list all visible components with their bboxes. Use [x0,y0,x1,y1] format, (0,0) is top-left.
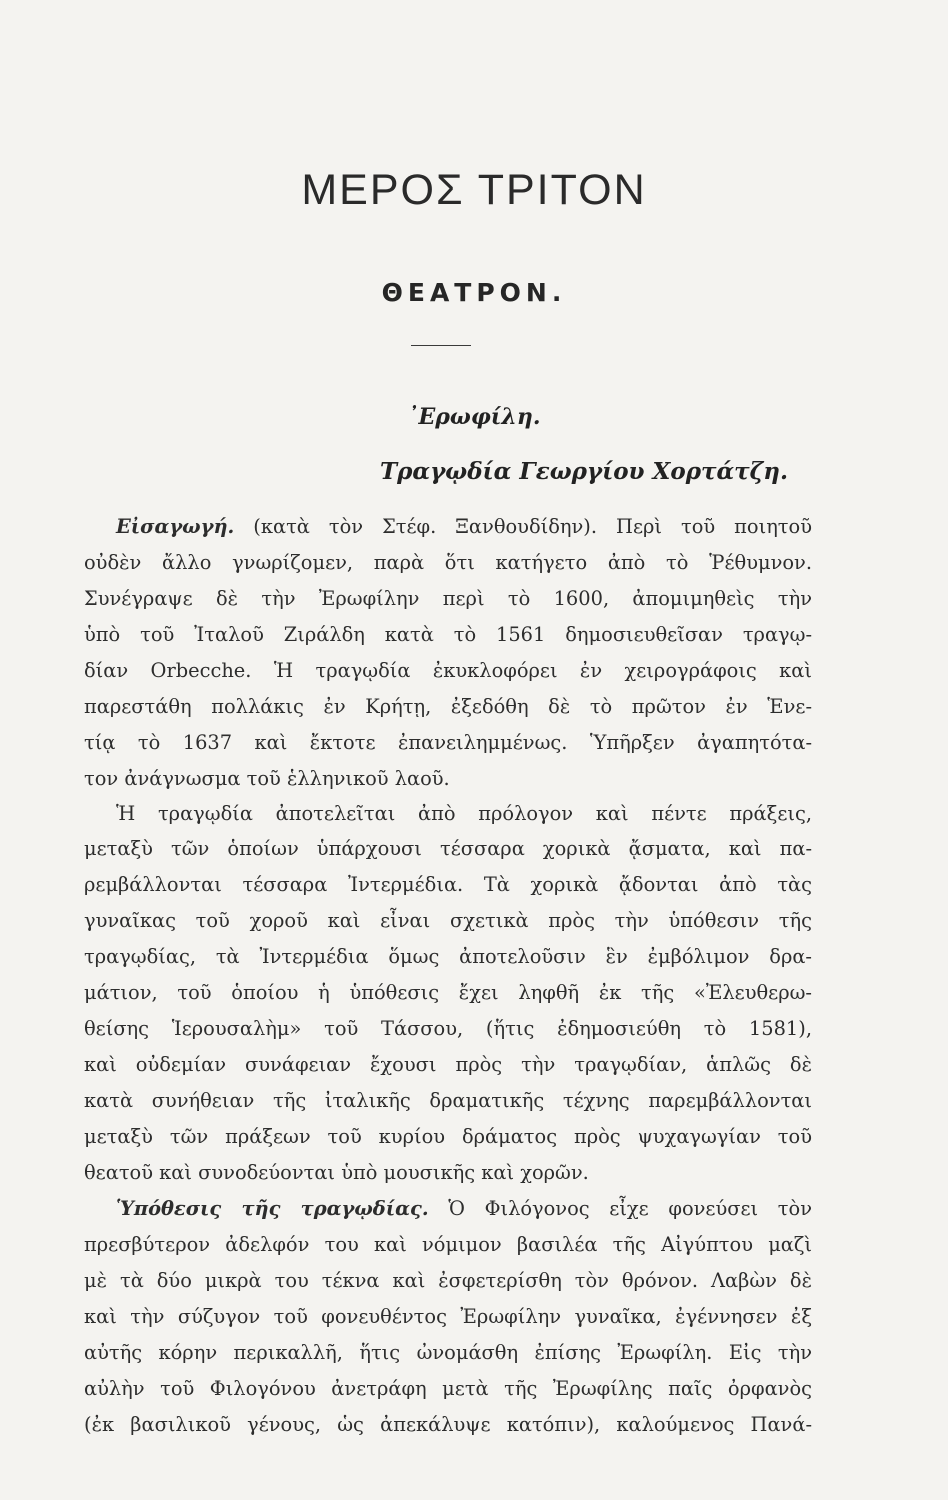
text-line: (ἐκ βασιλικοῦ γένους, ὡς ἀπεκάλυψε κατόπιν), καλούμενος Πανά- [84,1413,812,1436]
text-line: θείσης Ἱερουσαλὴμ» τοῦ Τάσσου, (ἥτις ἐδημοσιεύθη τὸ 1581), [84,1017,812,1040]
text-line: δίαν Orbecche. Ἡ τραγῳδία ἐκυκλοφόρει ἐν χειρογράφοις καὶ [84,659,812,682]
text-line: ὑπὸ τοῦ Ἰταλοῦ Ζιράλδη κατὰ τὸ 1561 δημοσιευθεῖσαν τραγῳ- [84,623,812,646]
paragraph-lead: Εἰσαγωγή. [116,515,235,538]
text-line: μεταξὺ τῶν ὁποίων ὑπάρχουσι τέσσαρα χορικὰ ᾄσματα, καὶ πα- [84,837,812,860]
text-line: ρεμβάλλονται τέσσαρα Ἰντερμέδια. Τὰ χορικὰ ᾄδονται ἀπὸ τὰς [84,873,812,896]
text-line: θεατοῦ καὶ συνοδεύονται ὑπὸ μουσικῆς καὶ χορῶν. [84,1161,589,1184]
text-line: Εἰσαγωγή. (κατὰ τὸν Στέφ. Ξανθουδίδην). Περὶ τοῦ ποιητοῦ [116,515,812,538]
paragraph-lead: Ὑπόθεσις τῆς τραγῳδίας. [116,1197,429,1220]
text-line: αὐλὴν τοῦ Φιλογόνου ἀνετράφη μετὰ τῆς Ἐρωφίλης παῖς ὀρφανὸς [84,1377,812,1400]
text-line: τίᾳ τὸ 1637 καὶ ἔκτοτε ἐπανειλημμένως. Ὑπῆρξεν ἀγαπητότα- [84,731,812,754]
text-line: τραγῳδίας, τὰ Ἰντερμέδια ὅμως ἀποτελοῦσιν ἓν ἐμβόλιμον δρα- [84,945,812,968]
text-line: καὶ οὐδεμίαν συνάφειαν ἔχουσι πρὸς τὴν τραγῳδίαν, ἁπλῶς δὲ [84,1053,812,1076]
work-subtitle: Τραγῳδία Γεωργίου Χορτάτζη. [380,458,788,485]
work-title: ᾿Ερωφίλη. [407,404,541,430]
text-line: παρεστάθη πολλάκις ἐν Κρήτῃ, ἐξεδόθη δὲ τὸ πρῶτον ἐν Ἑνε- [84,695,812,718]
text-line: μὲ τὰ δύο μικρὰ του τέκνα καὶ ἐσφετερίσθη τὸν θρόνον. Λαβὼν δὲ [84,1269,812,1292]
text-line: γυναῖκας τοῦ χοροῦ καὶ εἶναι σχετικὰ πρὸς τὴν ὑπόθεσιν τῆς [84,909,812,932]
text-line: πρεσβύτερον ἀδελφόν του καὶ νόμιμον βασιλέα τῆς Αἰγύπτου μαζὶ [84,1233,812,1256]
text-line: οὐδὲν ἄλλο γνωρίζομεν, παρὰ ὅτι κατήγετο ἀπὸ τὸ Ῥέθυμνον. [84,551,812,574]
text-line: Συνέγραψε δὲ τὴν Ἐρωφίλην περὶ τὸ 1600, ἀπομιμηθεὶς τὴν [84,587,812,610]
section-title: ΘΕΑΤΡΟΝ. [381,278,567,307]
text-line: καὶ τὴν σύζυγον τοῦ φονευθέντος Ἐρωφίλην γυναῖκα, ἐγέννησεν ἐξ [84,1305,812,1328]
text-line: μάτιον, τοῦ ὁποίου ἡ ὑπόθεσις ἔχει ληφθῆ ἐκ τῆς «Ἐλευθερω- [84,981,812,1004]
text-line: τον ἀνάγνωσμα τοῦ ἑλληνικοῦ λαοῦ. [84,767,450,790]
text-line: μεταξὺ τῶν πράξεων τοῦ κυρίου δράματος πρὸς ψυχαγωγίαν τοῦ [84,1125,812,1148]
text-line: κατὰ συνήθειαν τῆς ἰταλικῆς δραματικῆς τέχνης παρεμβάλλονται [84,1089,812,1112]
part-title: ΜΕΡΟΣ ΤΡΙΤΟΝ [301,166,647,214]
text-line: Ὑπόθεσις τῆς τραγῳδίας. Ὁ Φιλόγονος εἶχε φονεύσει τὸν [116,1197,812,1220]
text-line: Ἡ τραγῳδία ἀποτελεῖται ἀπὸ πρόλογον καὶ πέντε πράξεις, [116,802,812,825]
text-line: αὐτῆς κόρην περικαλλῆ, ἥτις ὠνομάσθη ἐπίσης Ἐρωφίλη. Εἰς τὴν [84,1341,812,1364]
